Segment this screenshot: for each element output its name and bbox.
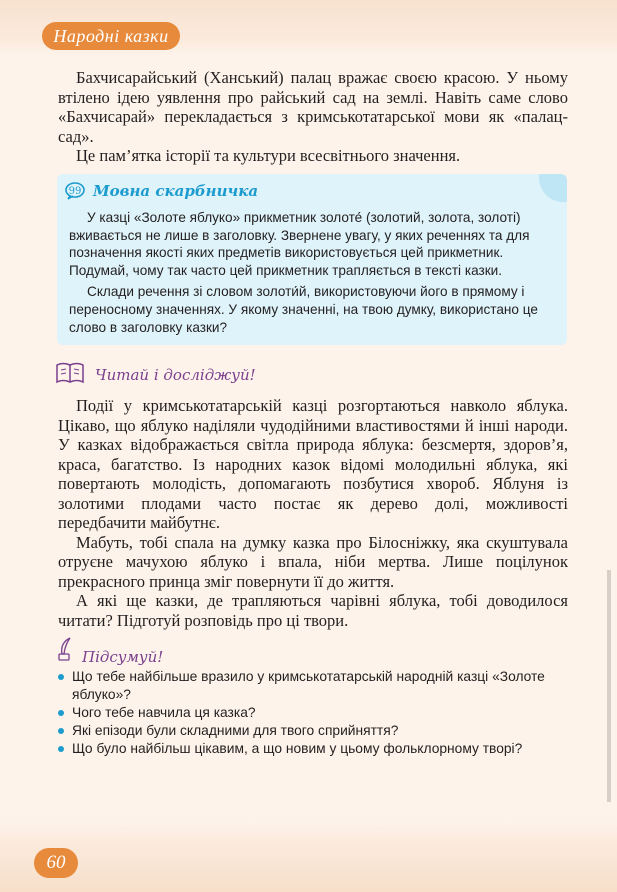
- list-item: Що тебе найбільше вразило у кримськотатарській народній казці «Золоте яблуко»?: [58, 668, 568, 704]
- intro-paragraph-2: Це пам’ятка історії та культури всесвітнього значення.: [76, 146, 461, 165]
- page-number: 60: [34, 848, 78, 878]
- quill-icon: [56, 637, 74, 666]
- vocabulary-box: [57, 174, 567, 345]
- research-header: [55, 362, 256, 388]
- intro-text: [58, 68, 568, 166]
- svg-text:99: 99: [68, 186, 82, 197]
- vocabulary-title: Мовна скарбничка: [93, 182, 259, 200]
- research-paragraph-3: А які ще казки, де трапляються чарівні яблука, тобі доводилося читати? Підготуй розповідь про ці твори.: [58, 591, 568, 630]
- vocabulary-text: [69, 209, 561, 340]
- summary-header: [56, 642, 163, 666]
- open-book-icon: [55, 361, 85, 390]
- research-text: [58, 396, 568, 630]
- speech-bubble-icon: [65, 182, 85, 200]
- intro-paragraph-1: Бахчисарайський (Ханський) палац вражає своєю красою. У ньому втілено ідею уявлення про райський сад на землі. Навіть саме слово «Бахчисарай» перекладається з кримськотатарської мови як «палац-сад».: [58, 68, 568, 146]
- research-paragraph-2: Мабуть, тобі спала на думку казка про Білосніжку, яка скуштувала отруєне мачухою яблуко і впала, ніби мертва. Лише поцілунок прекрасного принца зміг повернути її до життя.: [58, 532, 568, 591]
- footer-decoration: [0, 822, 617, 892]
- summary-list: [58, 668, 568, 758]
- summary-title: Підсумуй!: [82, 648, 164, 666]
- list-item: Чого тебе навчила ця казка?: [58, 704, 568, 722]
- research-title: Читай і досліджуй!: [95, 366, 256, 384]
- vocabulary-header: [65, 180, 258, 202]
- box-corner-decoration: [539, 174, 567, 202]
- section-title: Народні казки: [42, 22, 180, 50]
- list-item: Які епізоди були складними для твого сприйняття?: [58, 722, 568, 740]
- page-edge-marker: [607, 570, 611, 802]
- research-paragraph-1: Події у кримськотатарській казці розгортаються навколо яблука. Цікаво, що яблуко наділяли чудодійними властивостями й інші народи. У казках відображається світла природа яблука: безсмертя, здоров’я, краса, багатство. Із народних казок відомі молодильні яблука, які повертають молодість, допомагають позбутися хвороб. Яблуня із золотими плодами часто постає як дерево долі, можливості передбачити майбутнє.: [58, 396, 568, 532]
- vocabulary-paragraph-2: Склади речення зі словом золоти́й, використовуючи його в прямому і переносному значеннях. У якому значенні, на твою думку, використано це слово в заголовку казки?: [69, 284, 538, 335]
- list-item: Що було найбільш цікавим, а що новим у цьому фольклорному творі?: [58, 740, 568, 758]
- vocabulary-paragraph-1: У казці «Золоте яблуко» прикметник золоте́ (золотий, золота, золоті) вживається не лише в заголовку. Звернене увагу, у яких реченнях та для позначення якості яких предметів використовується цей прикметник. Подумай, чому так часто цей прикметник трапляється в тексті казки.: [69, 210, 530, 278]
